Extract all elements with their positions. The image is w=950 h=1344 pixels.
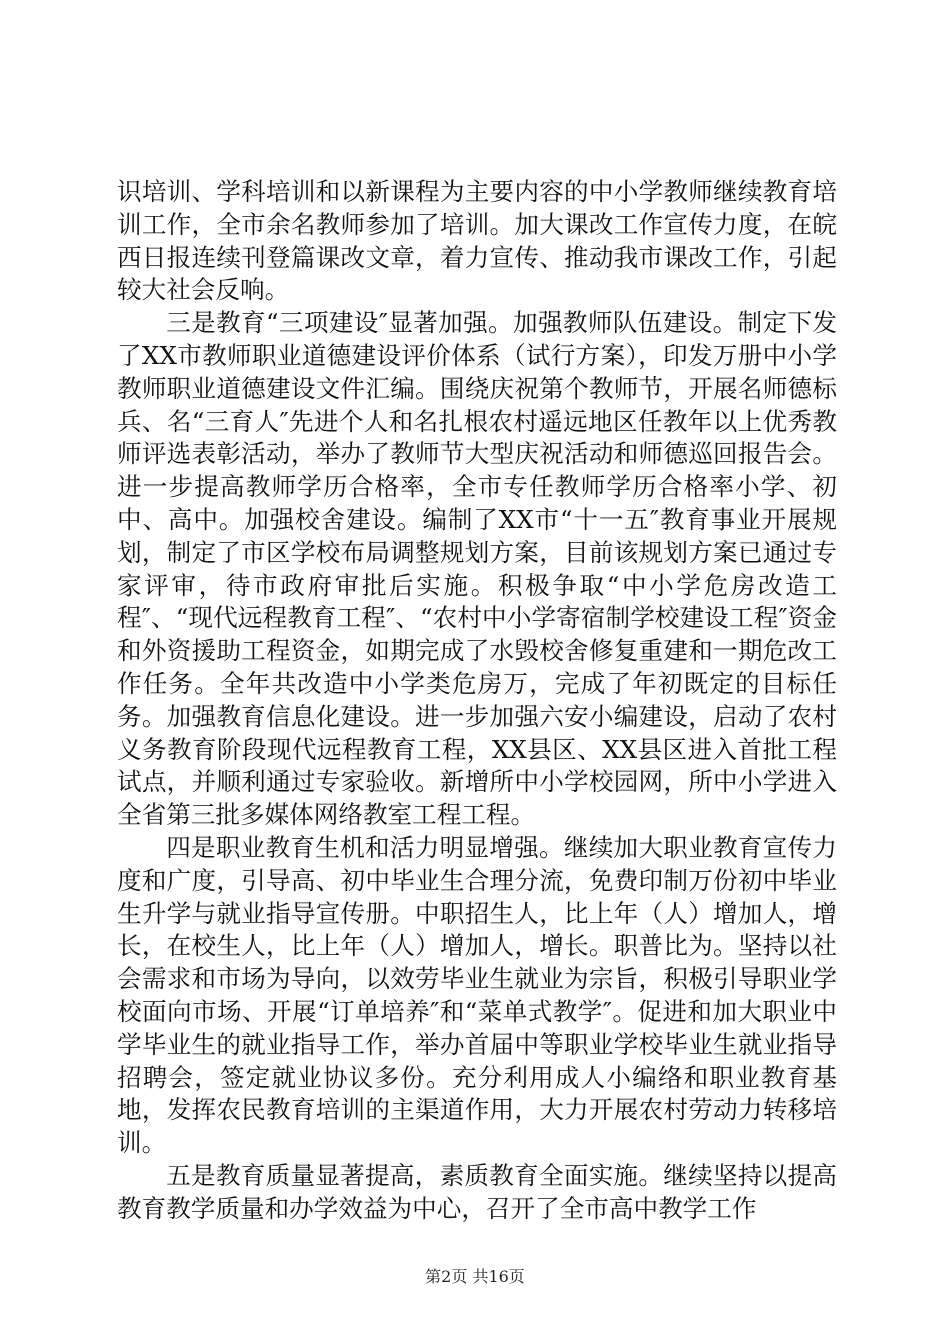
document-body (117, 176, 837, 1226)
page-number-footer: 第2页 共16页 (425, 1267, 525, 1286)
paragraph-1: 识培训、学科培训和以新课程为主要内容的中小学教师继续教育培训工作，全市余名教师参加了培训。加大课改工作宣传力度，在皖西日报连续刊登篇课改文章，着力宣传、推动我市课改工作，引起较大社会反响。 (117, 177, 837, 305)
paragraph-3: 四是职业教育生机和活力明显增强。继续加大职业教育宣传力度和广度，引导高、初中毕业生合理分流，免费印制万份初中毕业生升学与就业指导宣传册。中职招生人，比上年（人）增加人，增长，在校生人，比上年（人）增加人，增长。职普比为。坚持以社会需求和市场为导向，以效劳毕业生就业为宗旨，积极引导职业学校面向市场、开展“订单培养″和“菜单式教学″。促进和加大职业中学毕业生的就业指导工作，举办首届中等职业学校毕业生就业指导招聘会，签定就业协议多份。充分利用成人小编络和职业教育基地，发挥农民教育培训的主渠道作用，大力开展农村劳动力转移培训。 (117, 832, 837, 1158)
paragraph-2: 三是教育“三项建设″显著加强。加强教师队伍建设。制定下发了XX市教师职业道德建设评价体系（试行方案），印发万册中小学教师职业道德建设文件汇编。围绕庆祝第个教师节，开展名师德标兵、名“三育人″先进个人和名扎根农村遥远地区任教年以上优秀教师评选表彰活动，举办了教师节大型庆祝活动和师德巡回报告会。进一步提高教师学历合格率，全市专任教师学历合格率小学、初中、高中。加强校舍建设。编制了XX市“十一五″教育事业开展规划，制定了市区学校布局调整规划方案，目前该规划方案已通过专家评审，待市政府审批后实施。积极争取“中小学危房改造工程″、“现代远程教育工程″、“农村中小学寄宿制学校建设工程″资金和外资援助工程资金，如期完成了水毁校舍修复重建和一期危改工作任务。全年共改造中小学类危房万，完成了年初既定的目标任务。加强教育信息化建设。进一步加强六安小编建设，启动了农村义务教育阶段现代远程教育工程，XX县区、XX县区进入首批工程试点，并顺利通过专家验收。新增所中小学校园网，所中小学进入全省第三批多媒体网络教室工程工程。 (117, 308, 837, 830)
paragraph-4: 五是教育质量显著提高，素质教育全面实施。继续坚持以提高教育教学质量和办学效益为中心，召开了全市高中教学工作 (117, 1160, 837, 1223)
